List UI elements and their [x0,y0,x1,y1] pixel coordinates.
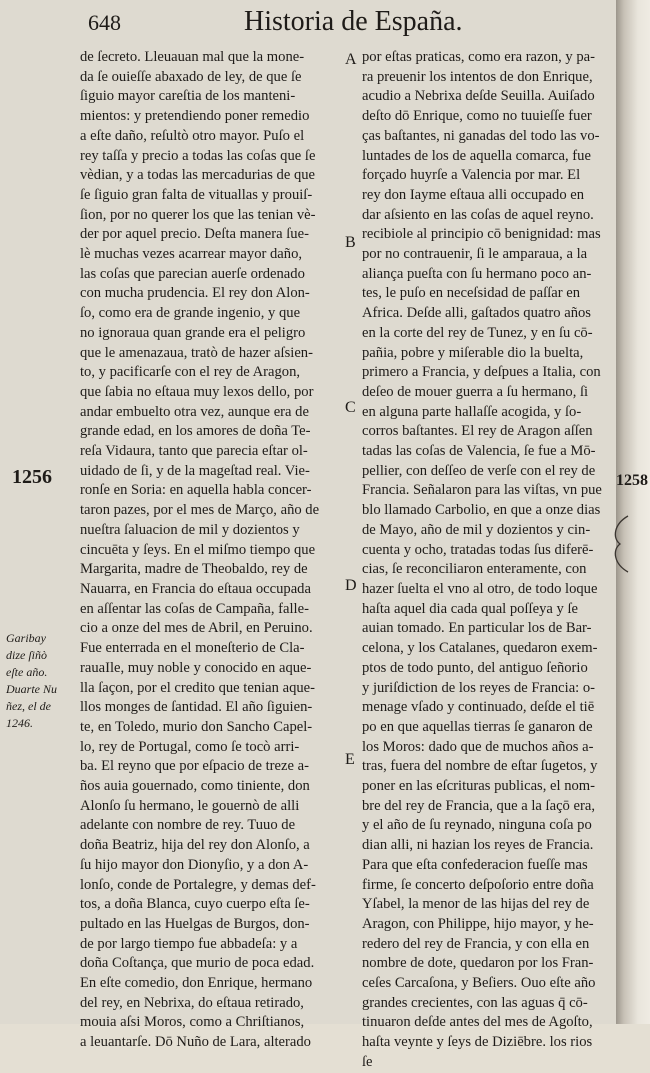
right-column-line: blo llamado Carbolio, en que a onze dias [362,502,601,519]
left-column-line: cio a onze del mes de Abril, en Peruino. [80,620,313,637]
right-column-line: y juriſdiction de los reyes de Francia: o- [362,679,596,696]
left-column-line: ños auia gouernado, como tiniente, don [80,778,310,795]
right-column-line: ra preuenir los intentos de don Enrique, [362,68,593,85]
section-marker-b: B [345,234,356,251]
left-column-line: doña Beatriz, hija del rey don Alonſo, a [80,837,310,854]
right-column-line: ças baſtantes, ni ganadas del todo las vo- [362,127,600,144]
left-column-line: cincuēta y ſeys. En el miſmo tiempo que [80,541,316,558]
left-column-line: ronſe en Soria: en aquella habla concer- [80,482,312,499]
left-column-line: mouia aſsi Moros, como a Chriſtianos, [80,1014,305,1031]
left-column-line: ſe ſiguio gran falta de vituallas y prouiſ- [80,186,313,203]
right-column-line: luntades de los de aquella comarca, fue [362,147,591,164]
left-column-line: te, en Toledo, murio don Sancho Capel- [80,718,313,735]
left-column-line: mientos: y pretendiendo poner remedio [80,108,310,125]
left-column-line: de por largo tiempo fue abbadeſa: y a [80,935,298,952]
left-column-line: ba. El reyno que por eſpacio de treze a- [80,758,309,775]
left-column-line: que ſabia no eſtaua muy lexos dello, por [80,383,314,400]
right-column-line: forçado huyrſe a Valencia por mar. El [362,167,581,184]
right-column-line: tadas las coſas de Valencia, ſe fue a Mō- [362,443,596,460]
right-column-line: de Mayo, año de mil y dozientos y cin- [362,521,591,538]
right-column-line: grandes crecientes, con las aguas q̄ cō- [362,994,588,1011]
right-text-column [362,48,614,1073]
right-column-line: poner en las eſcrituras publicas, el nom- [362,778,596,795]
right-column-line: tras, fuera del nombre de eſtar ſugetos, y [362,758,598,775]
left-column-line: to, y pacificarſe con el rey de Aragon, [80,364,301,381]
left-column-line: las coſas que parecian auerſe ordenado [80,265,305,282]
left-column-line: no ignoraua quan grande era el peligro [80,324,306,341]
left-column-line: Nauarra, en Francia do eſtaua occupada [80,580,311,597]
right-column-line: tes, le puſo en neceſsidad de paſſar en [362,285,581,302]
right-column-line: bre del rey de Francia, que a la ſaçō era, [362,797,595,814]
section-marker-c: C [345,399,356,416]
right-column-line: primero a Francia, y deſpues a Italia, con [362,364,601,381]
left-column-line: Alonſo ſu hermano, le gouernò de alli [80,797,300,814]
margin-year-right: 1258 [616,472,648,489]
left-column-line: pultado en las Huelgas de Burgos, don- [80,915,310,932]
left-column-line: a eſte daño, reſultò otro mayor. Puſo el [80,127,305,144]
right-column-line: pañia, pobre y miſerable dio la buelta, [362,344,584,361]
left-column-line: ſu hijo mayor don Dionyſio, y a don A- [80,856,309,873]
right-column-line: por eſtas praticas, como era razon, y pa- [362,49,595,65]
left-column-line: vèdian, y a todas las mercadurias de que [80,167,316,184]
left-column-line: adelante con nombre de rey. Tuuo de [80,817,296,834]
margin-year-left: 1256 [12,466,52,488]
right-column-line: corros baſtantes. El rey de Aragon aſſen [362,423,593,440]
left-column-line: que le amenazaua, tratò de hazer aſsien- [80,344,313,361]
right-column-line: y el año de ſu reynado, ninguna coſa po [362,817,592,834]
left-column-line: llos monges de ſantidad. El año ſiguien- [80,699,313,716]
right-column-line: ptos de todo punto, del antiguo ſeñorio [362,659,588,676]
left-column-line: ſion, por no querer los que las tenian vè- [80,206,316,223]
left-column-line: En eſte comedio, don Enrique, hermano [80,975,313,992]
left-column-line: lonſo, conde de Portalegre, y demas def- [80,876,316,893]
left-column-line: nueſtra ſaluacion de mil y dozientos y [80,521,300,538]
right-column-line: po en que aquellas tierras ſe ganaron de [362,718,593,735]
right-column-line: celona, y los Catalanes, quedaron exem- [362,640,598,657]
right-column-line: redero del rey de Francia, y con ella en [362,935,590,952]
right-column-line: menage vſado y continuado, deſde el tiē [362,699,595,716]
left-column-line: a leuantarſe. Dō Nuño de Lara, alterado [80,1034,311,1051]
left-column-line: Fue enterrada en el moneſterio de Cla- [80,640,305,657]
right-column-line: los Moros: dado que de muchos años a- [362,738,594,755]
left-column-line: Margarita, madre de Theobaldo, rey de [80,561,308,578]
right-column-line: haſta aquel dia cada qual poſſeya y ſe [362,600,578,617]
right-column-line: pellier, con deſſeo de verſe con el rey de [362,462,596,479]
left-column-line: andar embuelto otra vez, aunque era de [80,403,309,420]
right-column-line: hazer ſuelta el vno al otro, de todo loque [362,580,598,597]
left-column-line: doña Coſtança, que murio de poca edad. [80,955,315,972]
book-gutter [616,0,650,1024]
right-column-line: deſto dō Enrique, como no tuuieſſe fuer [362,108,592,125]
margin-note-line: ñez, el de [6,699,51,713]
right-column-line: cuenta y ocho, tratadas todas ſus diferē- [362,541,594,558]
left-column-line: del rey, en Nebrixa, do eſtaua retirado, [80,994,304,1011]
page-number: 648 [88,10,121,35]
right-column-line: Francia. Señalaron para las viſtas, vn pue [362,482,602,499]
right-column-line: rey don Iayme eſtaua alli occupado en [362,186,585,203]
left-column-line: con mucha prudencia. El rey don Alon- [80,285,310,302]
right-column-line: firme, ſe concerto deſpoſorio entre doña [362,876,594,893]
left-column-line: lla ſaçon, por el credito que tenian aque- [80,679,316,696]
section-marker-a: A [345,51,357,68]
right-column-line: en la corte del rey de Tunez, y en ſu cō- [362,324,593,341]
left-column-line: rauaIle, muy noble y conocido en aque- [80,659,312,676]
left-column-line: uidado de ſi, y de la mageſtad real. Vie- [80,462,310,479]
left-column-line: da ſe ouieſſe abaxado de ley, de que ſe [80,68,302,85]
right-column-line: deſeo de mouer guerra a ſu hermano, ſi [362,383,589,400]
right-column-line: Africa. Deſde alli, gaſtados quatro años [362,305,591,322]
right-column-line: dian alli, ni hazian los reyes de Francia. [362,837,594,854]
left-column-line: der por aquel precio. Deſta manera ſue- [80,226,309,243]
left-column-line: tos, a doña Blanca, cuyo cuerpo eſta ſe- [80,896,310,913]
right-column-line: tinuaron deſde antes del mes de Agoſto, [362,1014,593,1031]
left-column-line: en aſſentar las coſas de Campaña, falle- [80,600,309,617]
section-marker-e: E [345,751,355,768]
margin-note [6,630,57,732]
running-title: Historia de España. [244,6,463,37]
right-column-line: dar aſsiento en las coſas de aquel reyno. [362,206,594,223]
page-header [0,2,616,42]
right-column-line: cias, ſe reconciliaron enteramente, con [362,561,587,578]
left-column-line: ſo, como era de grande ingenio, y que [80,305,301,322]
right-column-line: Para que eſta confederacion fueſſe mas [362,856,588,873]
right-column-line: ſe [362,1053,373,1070]
handwritten-bracket-mark [606,514,636,574]
left-column-line: grande edad, en los amores de doña Te- [80,423,311,440]
left-column-line: lè muchas vezes acarrear mayor daño, [80,246,303,263]
right-column-line: recibiole al principio cō benignidad: mas [362,226,601,243]
margin-note-line: Garibay [6,631,46,645]
margin-note-line: eſte año. [6,665,48,679]
left-column-line: reſa Vidaura, tanto que parecia eſtar ol- [80,443,308,460]
left-column-line: taron pazes, por el mes de Março, año de [80,502,320,519]
right-column-line: Yſabel, la menor de las hijas del rey de [362,896,590,913]
right-column-line: Aragon, con Philippe, hijo mayor, y he- [362,915,594,932]
section-marker-d: D [345,577,357,594]
right-column-line: auian tomado. En particular los de Bar- [362,620,592,637]
right-column-line: acudio a Nebrixa deſde Seuilla. Auiſado [362,88,595,105]
margin-note-line: 1246. [6,716,33,730]
left-column-line: rey taſſa y precio a todas las coſas que ſe [80,147,316,164]
right-column-line: en alguna parte hallaſſe acogida, y ſo- [362,403,582,420]
right-column-line: ceſes Carcaſona, y Beſiers. Ouo eſte año [362,975,596,992]
margin-note-line: dize ſiñò [6,648,47,662]
right-column-line: haſta veynte y ſeys de Diziēbre. los rios [362,1034,593,1051]
left-text-column [80,48,350,1053]
right-column-line: por no contrauenir, ſi le amparaua, a la [362,246,588,263]
right-column-line: aliança pueſta con ſu hermano poco an- [362,265,592,282]
right-column-line: nombre de dote, quedaron por los Fran- [362,955,594,972]
left-column-line: lo, rey de Portugal, como ſe tocò arri- [80,738,300,755]
left-column-line: ſiguio mayor careſtia de los manteni- [80,88,296,105]
left-column-line: de ſecreto. Lleuauan mal que la mone- [80,49,305,65]
margin-note-line: Duarte Nu [6,682,57,696]
